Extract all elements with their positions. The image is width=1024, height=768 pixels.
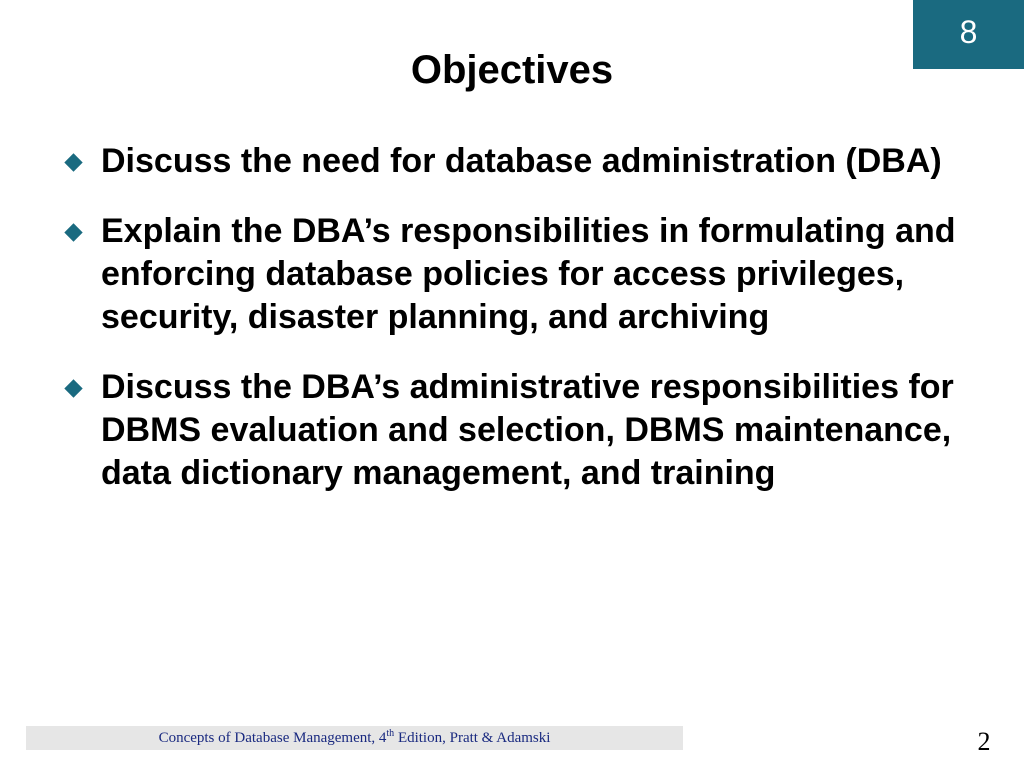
footer-citation-end: Edition, Pratt & Adamski [394, 730, 551, 746]
objective-text: Discuss the DBA’s administrative responsibilities for DBMS evaluation and selection, DBMS maintenance, data dictionary management, and training [101, 368, 954, 492]
footer-citation-superscript: th [386, 728, 395, 739]
objective-text: Discuss the need for database administration (DBA) [101, 142, 942, 180]
objective-item [64, 140, 964, 183]
page-number: 2 [977, 727, 991, 756]
objectives-list [64, 140, 964, 522]
diamond-bullet-icon [64, 153, 82, 171]
objective-item [64, 210, 964, 339]
footer-bar [26, 726, 683, 750]
objective-item [64, 366, 964, 495]
diamond-bullet-icon [64, 379, 82, 397]
slide-title: Objectives [410, 48, 614, 92]
objective-text: Explain the DBA’s responsibilities in formulating and enforcing database policies for access privileges, security, disaster planning, and archiving [101, 212, 956, 336]
diamond-bullet-icon [64, 223, 82, 241]
footer-citation-start: Concepts of Database Management, 4 [158, 730, 387, 746]
footer-citation [26, 726, 683, 750]
chapter-number-badge: 8 [913, 0, 1024, 69]
